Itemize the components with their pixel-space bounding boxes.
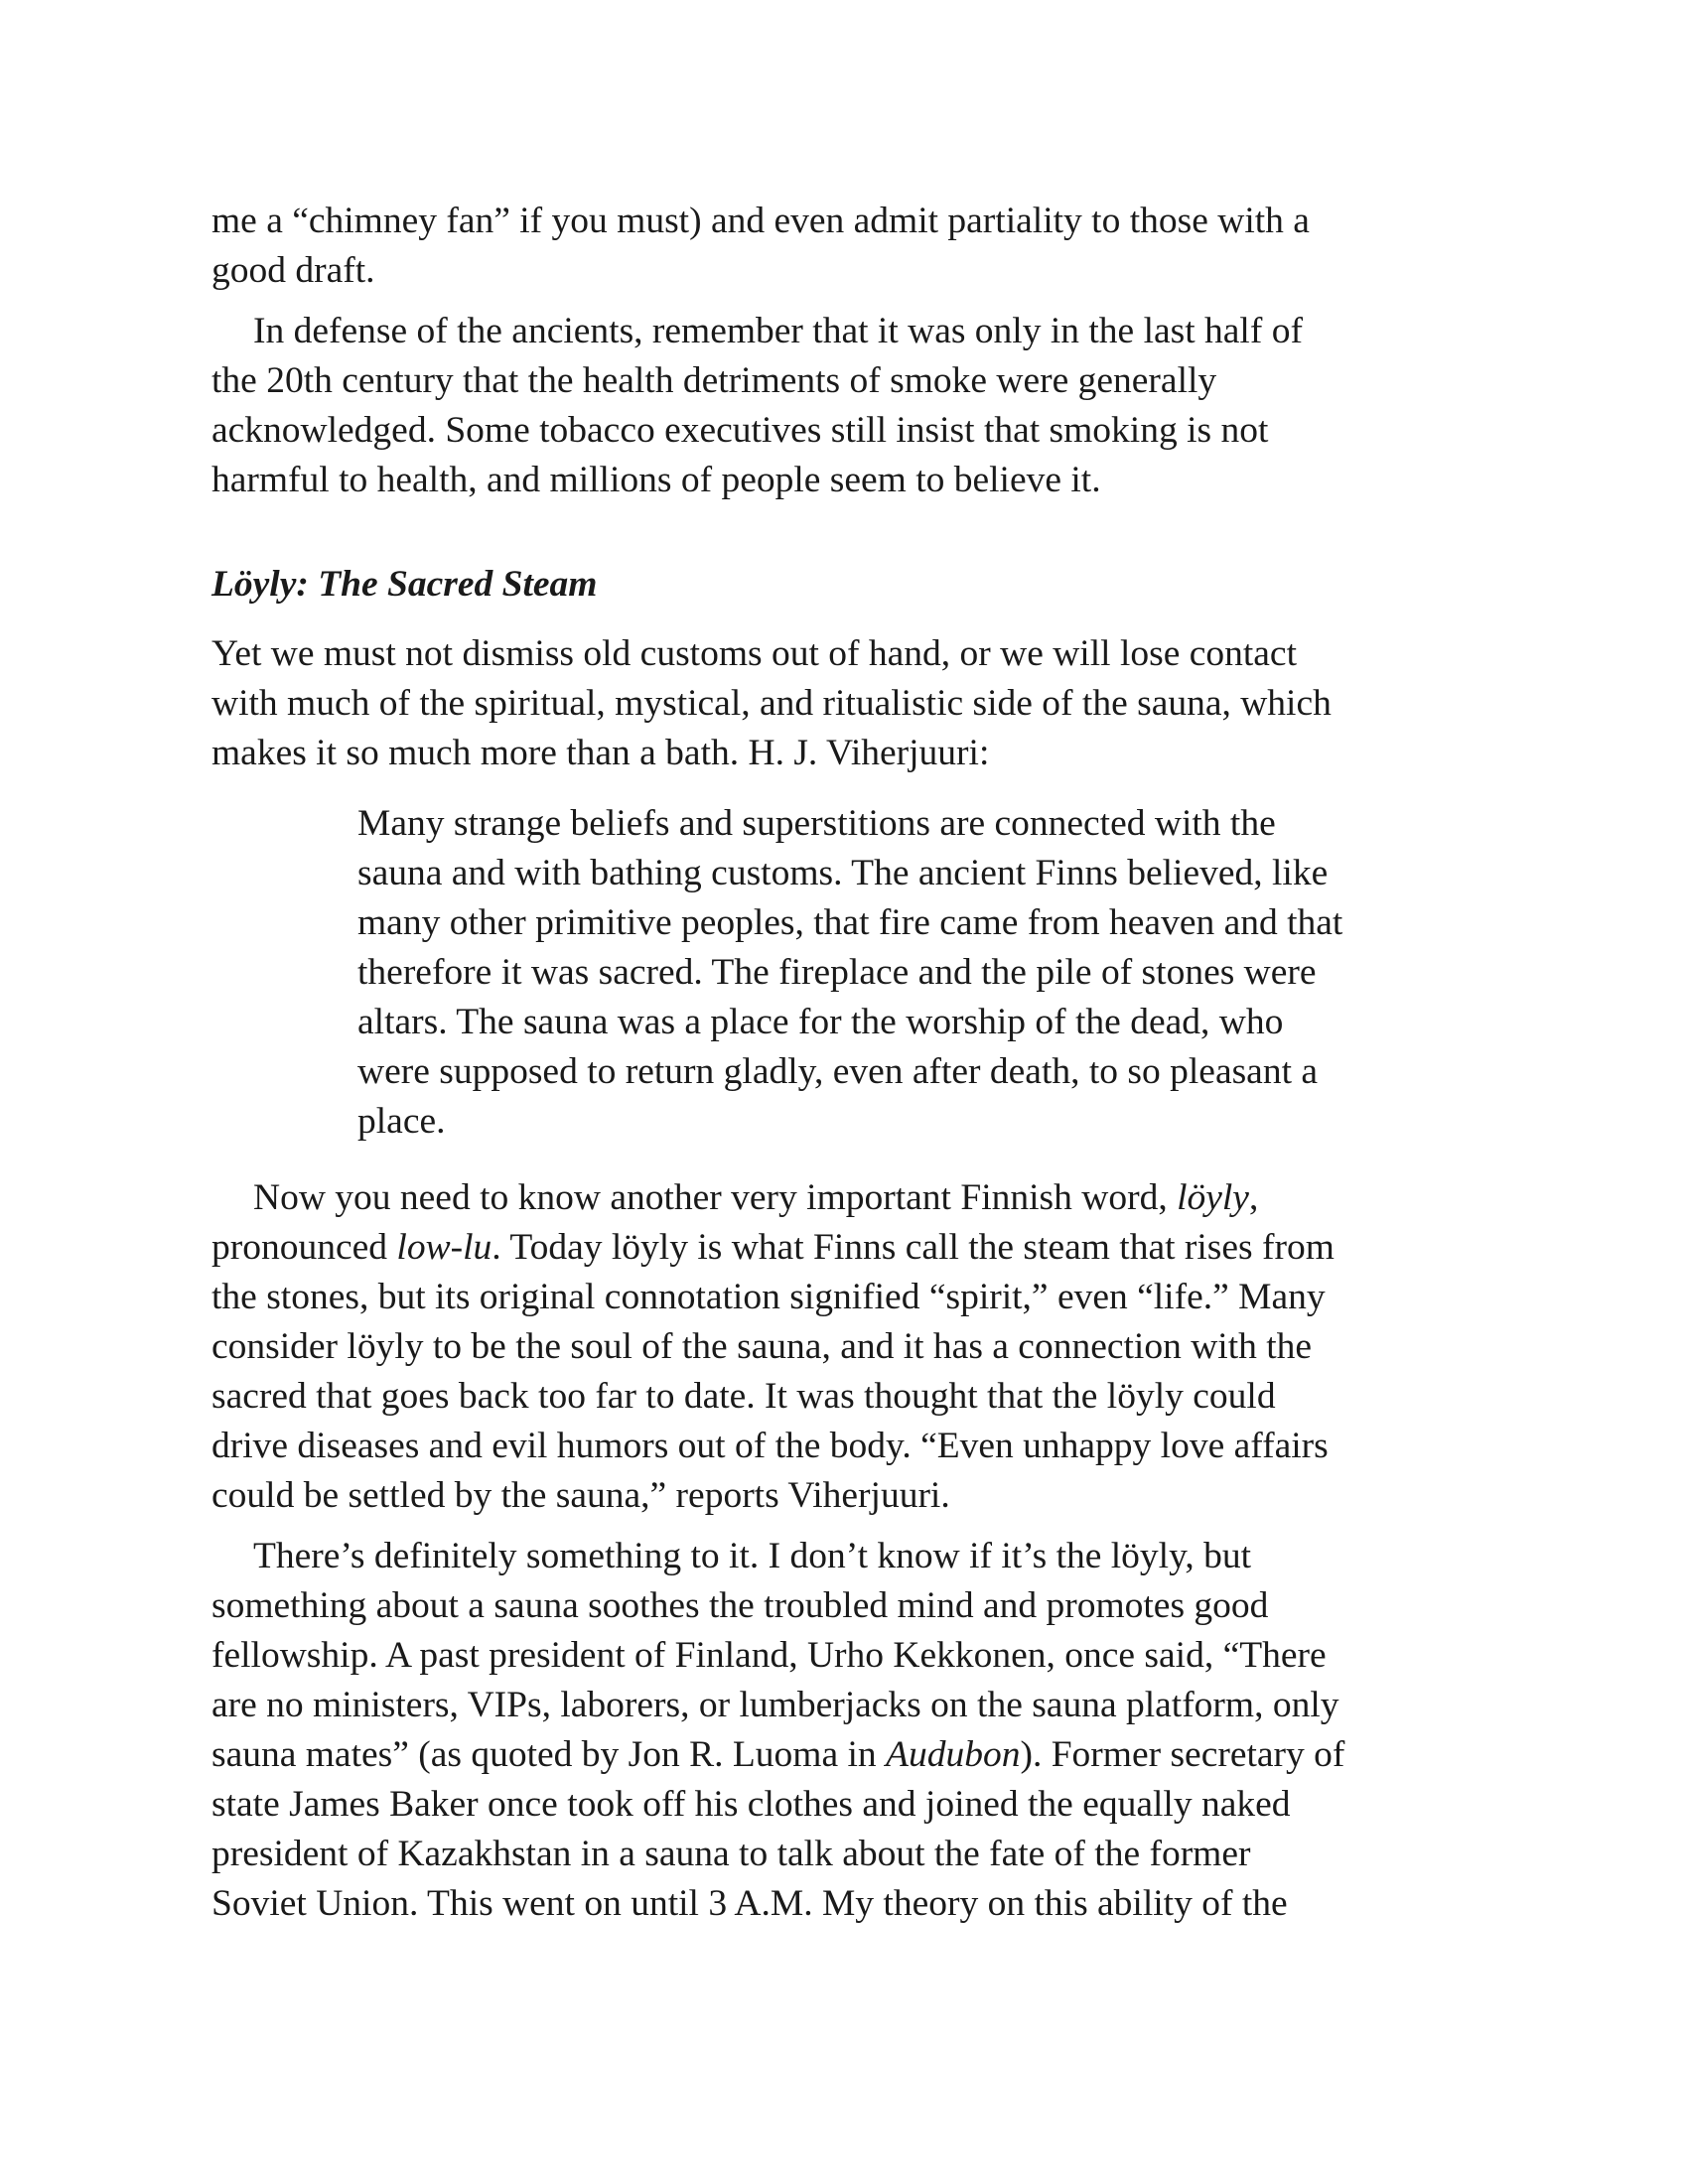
loyly-text-3: . Today löyly is what Finns call the steam that rises from the stones, but its original connotation signified “spirit,” even “life.” Many consider löyly to be the soul of the sauna, and it has a connection with the sacred that goes back too far to date. It was thought that the löyly could drive diseases and evil humors out of the body. “Even unhappy love affairs could be settled by the sauna,” reports Viherjuuri. <box>211 1227 1335 1516</box>
loyly-pronunciation: low-lu <box>396 1227 492 1268</box>
definitely-text-2: ). Former secretary of state James Baker once took off his clothes and joined the equally naked president of Kazakhstan in a sauna to talk about the fate of the former Soviet Union. This went on until 3 A.M. My theory on this ability of the <box>211 1734 1345 1924</box>
loyly-text-1: Now you need to know another very important Finnish word, <box>253 1177 1178 1218</box>
paragraph-continuation: me a “chimney fan” if you must) and even admit partiality to those with a good draft. <box>211 201 1310 291</box>
document-page <box>211 197 1492 1929</box>
blockquote-viherjuuri: Many strange beliefs and superstitions are connected with the sauna and with bathing customs. The ancient Finns believed, like many other primitive peoples, that fire came from heaven and that therefore it was sacred. The fireplace and the pile of stones were altars. The sauna was a place for the worship of the dead, who were supposed to return gladly, even after death, to so pleasant a place. <box>357 803 1343 1142</box>
audubon-title: Audubon <box>886 1734 1021 1775</box>
section-heading: Löyly: The Sacred Steam <box>211 564 598 605</box>
paragraph-customs: Yet we must not dismiss old customs out of hand, or we will lose contact with much of the spiritual, mystical, and ritualistic side of the sauna, which makes it so much more than a bath. H. J. Viherjuuri: <box>211 633 1332 773</box>
paragraph-ancients: In defense of the ancients, remember that it was only in the last half of the 20th century that the health detriments of smoke were generally acknowledged. Some tobacco executives still insist that smoking is not harmful to health, and millions of people seem to believe it. <box>211 311 1303 500</box>
loyly-term: löyly <box>1177 1177 1249 1218</box>
paragraph-loyly <box>211 1173 1492 1521</box>
loyly-text-2: , pronounced <box>211 1177 1259 1268</box>
paragraph-definitely <box>211 1532 1492 1929</box>
definitely-text-1: There’s definitely something to it. I don’t know if it’s the löyly, but something about a sauna soothes the troubled mind and promotes good fellowship. A past president of Finland, Urho Kekkonen, once said, “There are no ministers, VIPs, laborers, or lumberjacks on the sauna platform, only sauna mates” (as quoted by Jon R. Luoma in <box>211 1536 1339 1775</box>
